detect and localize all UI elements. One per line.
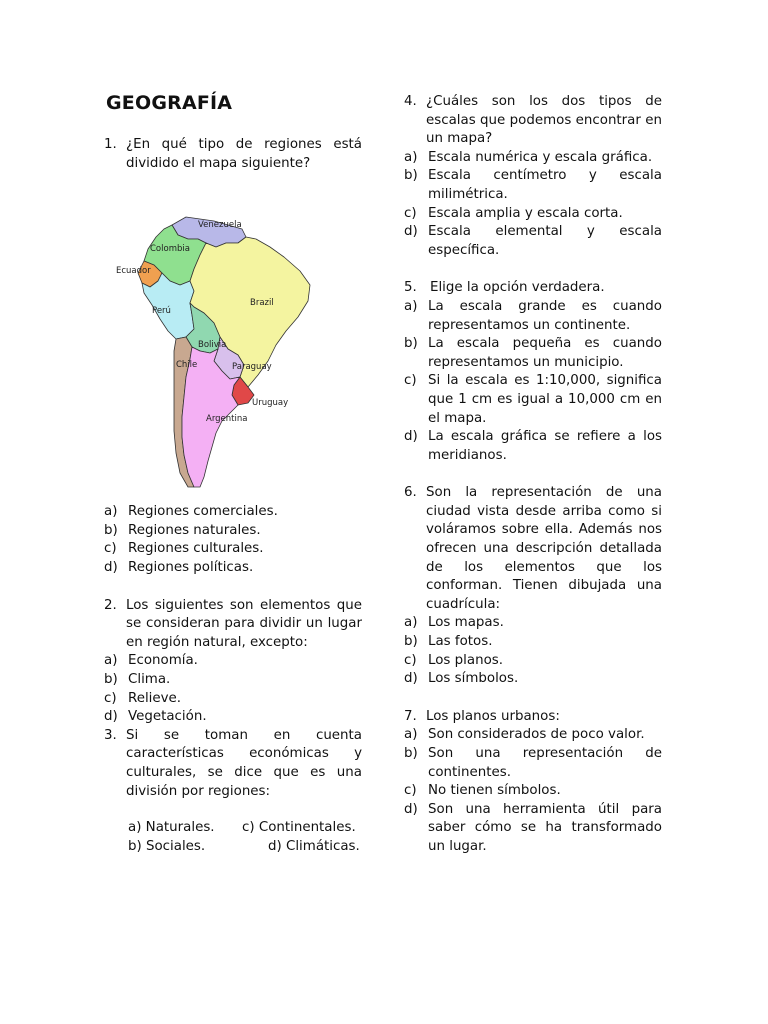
option-item (104, 652, 362, 671)
option-label: a) (104, 653, 118, 669)
q2-options (104, 652, 362, 726)
map-label-brazil: Brazil (250, 298, 274, 309)
option-item (404, 167, 662, 204)
q6-options (404, 614, 662, 688)
map-label-colombia: Colombia (150, 244, 190, 255)
q1-options (104, 503, 362, 577)
question-4 (404, 93, 662, 149)
option-text: La escala gráfica se refiere a los meridianos. (428, 429, 662, 463)
option-item (404, 633, 662, 652)
option-text: Escala numérica y escala gráfica. (428, 149, 653, 165)
option-label: b) (404, 634, 418, 650)
option-label: b) (404, 746, 418, 761)
question-number: 5. (404, 280, 417, 296)
question-number: 1. (104, 137, 117, 152)
question-text: ¿Cuáles son los dos tipos de escalas que podemos encontrar en un mapa? (426, 94, 662, 147)
question-text: ¿En qué tipo de regiones está dividido el mapa siguiente? (126, 137, 362, 171)
question-text: Los planos urbanos: (426, 708, 560, 724)
option-item (404, 782, 662, 801)
option-text: La escala grande es cuando representamos un continente. (428, 298, 662, 333)
option-item (404, 223, 662, 260)
q5-options (404, 298, 662, 465)
map-label-peru: Perú (152, 306, 171, 317)
option-item (404, 726, 662, 745)
option-item (104, 522, 362, 541)
question-3 (104, 727, 362, 801)
option-item (404, 652, 662, 671)
option-label: c) (404, 783, 417, 799)
question-text: Elige la opción verdadera. (430, 280, 605, 296)
south-america-map (114, 181, 314, 491)
option-label: b) (404, 336, 418, 352)
option-item (404, 670, 662, 689)
question-2 (104, 597, 362, 653)
option-item (404, 428, 662, 465)
option-label: a) (404, 727, 418, 743)
option-label: d) (404, 801, 418, 817)
option-text: Regiones culturales. (128, 541, 264, 557)
option-label: d) (404, 224, 418, 240)
option-text: Los símbolos. (428, 671, 519, 687)
option-text: Son una representación de continentes. (428, 746, 662, 780)
q7-options (404, 726, 662, 856)
option-label: b) (104, 522, 118, 538)
option-label: d) (104, 709, 118, 725)
option-item (404, 614, 662, 633)
question-1 (104, 136, 362, 173)
option-text: Escala elemental y escala específica. (428, 224, 662, 258)
question-7 (404, 708, 662, 727)
option-item (104, 540, 362, 559)
q3-option-c: c) Continentales. (242, 820, 356, 836)
option-text: Regiones naturales. (128, 522, 261, 538)
option-item (104, 559, 362, 578)
option-text: Son una herramienta útil para saber cómo se ha transformado un lugar. (428, 801, 662, 854)
question-number: 3. (104, 727, 117, 743)
map-label-chile: Chile (176, 360, 198, 371)
question-6 (404, 484, 662, 614)
option-label: c) (404, 373, 417, 389)
option-label: b) (404, 168, 418, 184)
option-item (104, 708, 362, 727)
option-text: La escala pequeña es cuando representamos un municipio. (428, 336, 662, 370)
option-item (104, 690, 362, 709)
question-number: 6. (404, 485, 417, 501)
option-item (404, 372, 662, 428)
option-text: Economía. (128, 653, 198, 669)
option-label: c) (404, 652, 417, 668)
right-column (404, 93, 662, 857)
option-item (104, 671, 362, 690)
option-label: b) (104, 671, 118, 687)
option-item (404, 745, 662, 782)
option-label: c) (104, 690, 117, 706)
left-column (104, 136, 362, 856)
option-text: Relieve. (128, 690, 182, 706)
option-text: Si la escala es 1:10,000, significa que 1 cm es igual a 10,000 cm en el mapa. (428, 373, 662, 426)
option-label: a) (404, 149, 418, 165)
option-text: Las fotos. (428, 634, 493, 650)
option-label: d) (404, 429, 418, 445)
question-number: 4. (404, 94, 417, 109)
map-label-venezuela: Venezuela (198, 220, 242, 231)
option-label: a) (404, 615, 418, 631)
map-label-ecuador: Ecuador (116, 266, 151, 277)
option-label: d) (104, 559, 118, 575)
page-title: GEOGRAFÍA (106, 92, 233, 114)
option-text: Escala centímetro y escala milimétrica. (428, 168, 662, 202)
option-label: c) (404, 205, 417, 221)
map-svg (114, 181, 314, 491)
map-label-bolivia: Bolivia (198, 340, 227, 351)
question-5 (404, 279, 662, 298)
option-label: c) (104, 541, 117, 557)
option-item (404, 335, 662, 372)
option-item (404, 149, 662, 168)
question-text: Son la representación de una ciudad vista desde arriba como si voláramos sobre ella. Además nos ofrecen una descripción detallada de los elementos que los conforman. Tienen dibujada una cuadrícula: (426, 485, 662, 612)
q4-options (404, 149, 662, 261)
q3-option-b: b) Sociales. (128, 838, 206, 854)
question-text: Los siguientes son elementos que se consideran para dividir un lugar en región natural, excepto: (126, 597, 362, 650)
option-label: a) (104, 504, 118, 520)
option-text: Regiones comerciales. (128, 504, 278, 520)
option-item (404, 801, 662, 857)
map-label-uruguay: Uruguay (252, 398, 289, 409)
map-label-argentina: Argentina (206, 414, 248, 425)
q3-option-d: d) Climáticas. (268, 838, 360, 854)
option-text: No tienen símbolos. (428, 783, 561, 799)
question-number: 2. (104, 597, 117, 613)
option-item (104, 503, 362, 522)
option-text: Escala amplia y escala corta. (428, 205, 623, 221)
question-text: Si se toman en cuenta características económicas y culturales, se dice que es una división por regiones: (126, 727, 362, 799)
option-label: a) (404, 298, 418, 314)
option-label: d) (404, 671, 418, 687)
q3-option-a: a) Naturales. (128, 820, 215, 836)
option-text: Los planos. (428, 652, 503, 668)
option-item (404, 205, 662, 224)
option-item (404, 298, 662, 335)
option-text: Regiones políticas. (128, 559, 254, 575)
option-text: Clima. (128, 671, 171, 687)
map-label-paraguay: Paraguay (232, 362, 272, 373)
q3-options-row-2 (104, 838, 362, 857)
option-text: Son considerados de poco valor. (428, 727, 645, 743)
option-text: Los mapas. (428, 615, 504, 631)
option-text: Vegetación. (128, 709, 207, 725)
q3-options-row-1 (104, 819, 362, 838)
question-number: 7. (404, 708, 417, 724)
